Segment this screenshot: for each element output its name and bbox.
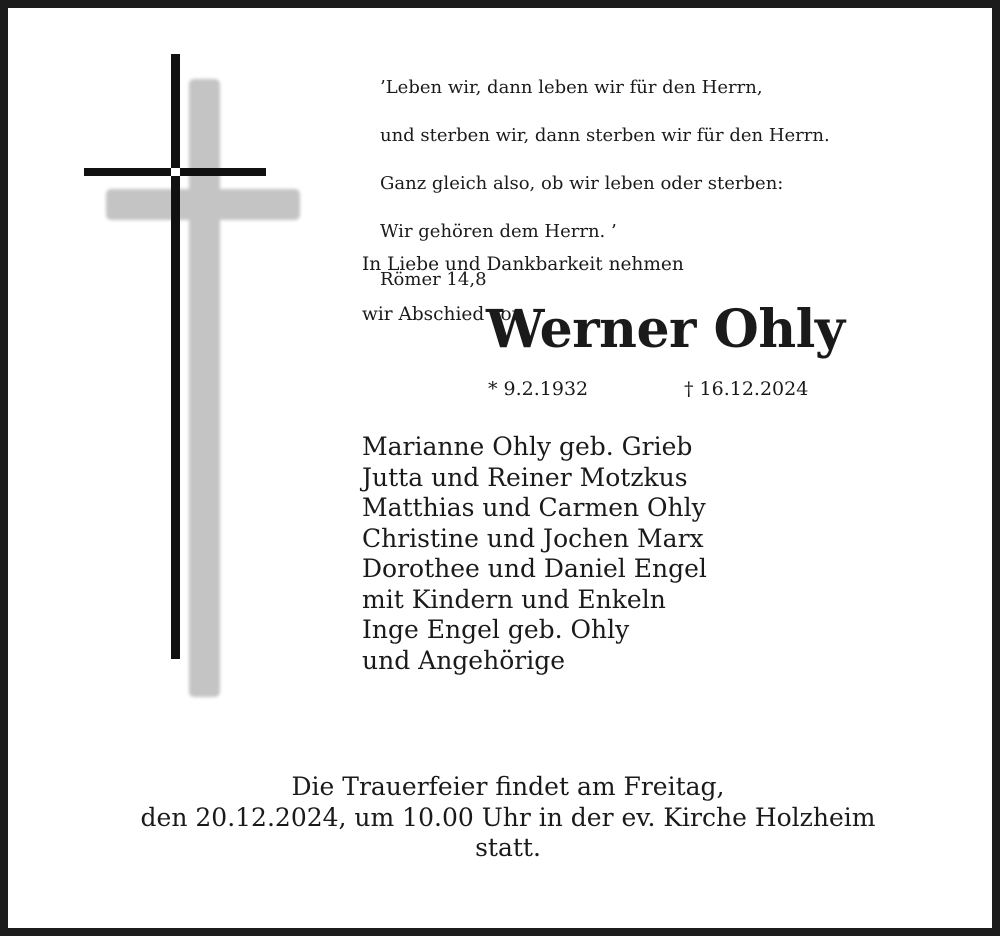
cross-line-vertical xyxy=(171,54,180,659)
service-line: Die Trauerfeier findet am Freitag, xyxy=(291,772,725,801)
intro-line: In Liebe und Dankbarkeit nehmen xyxy=(362,254,684,275)
death-date: † 16.12.2024 xyxy=(684,378,809,400)
cross-icon xyxy=(78,48,308,712)
mourner-entry: Christine und Jochen Marx xyxy=(362,523,704,553)
mourners-list xyxy=(362,432,707,676)
mourner-entry: und Angehörige xyxy=(362,645,566,675)
mourner-entry: Jutta und Reiner Motzkus xyxy=(362,462,688,492)
deceased-name: Werner Ohly xyxy=(486,299,845,360)
service-line: statt. xyxy=(475,833,541,862)
mourner-entry: Matthias und Carmen Ohly xyxy=(362,493,706,522)
mourner-entry: Inge Engel geb. Ohly xyxy=(362,615,630,644)
intro-line: wir Abschied von xyxy=(362,304,524,325)
mourner-entry: Dorothee und Daniel Engel xyxy=(362,554,707,583)
funeral-service-info xyxy=(8,772,1000,864)
quote-line: und sterben wir, dann sterben wir für den Herrn. xyxy=(380,125,830,146)
birth-date: * 9.2.1932 xyxy=(488,378,589,400)
quote-line: ’Leben wir, dann leben wir für den Herrn, xyxy=(380,77,763,98)
quote-line: Wir gehören dem Herrn. ’ xyxy=(380,221,617,242)
service-line: den 20.12.2024, um 10.00 Uhr in der ev. Kirche Holzheim xyxy=(140,802,876,832)
quote-line: Ganz gleich also, ob wir leben oder sterben: xyxy=(380,173,784,194)
cross-shadow-horizontal xyxy=(106,189,300,220)
quote-reference: Römer 14,8 xyxy=(380,269,487,290)
mourner-entry: Marianne Ohly geb. Grieb xyxy=(362,432,693,461)
mourner-entry: mit Kindern und Enkeln xyxy=(362,584,666,614)
